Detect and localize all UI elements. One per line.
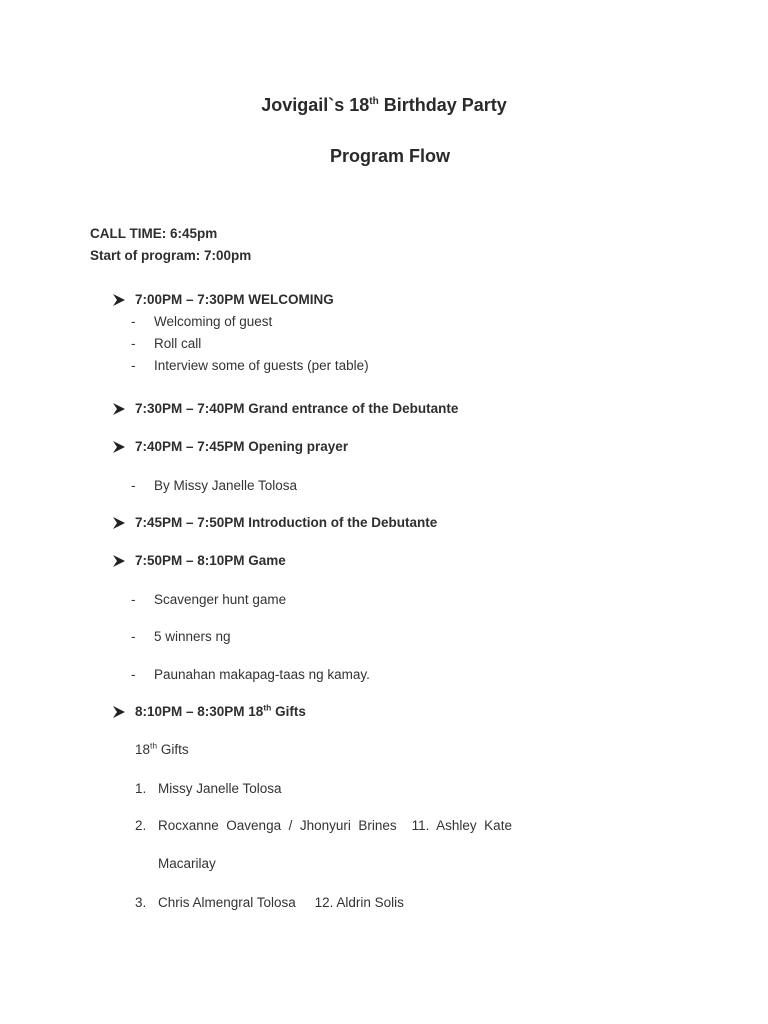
gifts-label: 18th Gifts: [135, 740, 189, 757]
arrowhead-bullet-icon: [112, 402, 126, 416]
call-time: CALL TIME: 6:45pm: [90, 226, 218, 241]
gift-number: 1.: [135, 781, 147, 796]
section-heading: 7:50PM – 8:10PM Game: [135, 553, 286, 568]
section-heading: 7:00PM – 7:30PM WELCOMING: [135, 292, 334, 307]
document-title: Jovigail`s 18th Birthday Party: [261, 95, 507, 115]
gift-item-continuation: Macarilay: [158, 856, 216, 871]
arrowhead-bullet-icon: [112, 293, 126, 307]
arrowhead-bullet-icon: [112, 440, 126, 454]
section-heading: 7:45PM – 7:50PM Introduction of the Debutante: [135, 515, 438, 530]
arrowhead-bullet-icon: [112, 554, 126, 568]
list-item: 5 winners ng: [154, 629, 231, 644]
start-time: Start of program: 7:00pm: [90, 248, 252, 263]
list-dash: -: [131, 358, 136, 373]
list-item: Paunahan makapag-taas ng kamay.: [154, 667, 370, 682]
gift-item: Missy Janelle Tolosa: [158, 781, 282, 796]
list-dash: -: [131, 667, 136, 682]
list-dash: -: [131, 629, 136, 644]
list-dash: -: [131, 314, 136, 329]
list-item: Scavenger hunt game: [154, 592, 287, 607]
section-heading: 8:10PM – 8:30PM 18th Gifts: [135, 702, 306, 719]
list-dash: -: [131, 478, 136, 493]
gift-number: 3.: [135, 895, 147, 910]
gift-number: 2.: [135, 818, 147, 833]
gift-item: Rocxanne Oavenga / Jhonyuri Brines 11. Ashley Kate: [158, 818, 512, 833]
list-item: By Missy Janelle Tolosa: [154, 478, 298, 493]
gift-item: Chris Almengral Tolosa 12. Aldrin Solis: [158, 895, 404, 910]
arrowhead-bullet-icon: [112, 705, 126, 719]
document-subtitle: Program Flow: [329, 146, 450, 166]
list-item: Interview some of guests (per table): [154, 358, 369, 373]
section-heading: 7:30PM – 7:40PM Grand entrance of the Debutante: [135, 401, 459, 416]
section-heading: 7:40PM – 7:45PM Opening prayer: [135, 439, 349, 454]
list-dash: -: [131, 336, 136, 351]
list-dash: -: [131, 592, 136, 607]
list-item: Welcoming of guest: [154, 314, 273, 329]
list-item: Roll call: [154, 336, 202, 351]
arrowhead-bullet-icon: [112, 516, 126, 530]
